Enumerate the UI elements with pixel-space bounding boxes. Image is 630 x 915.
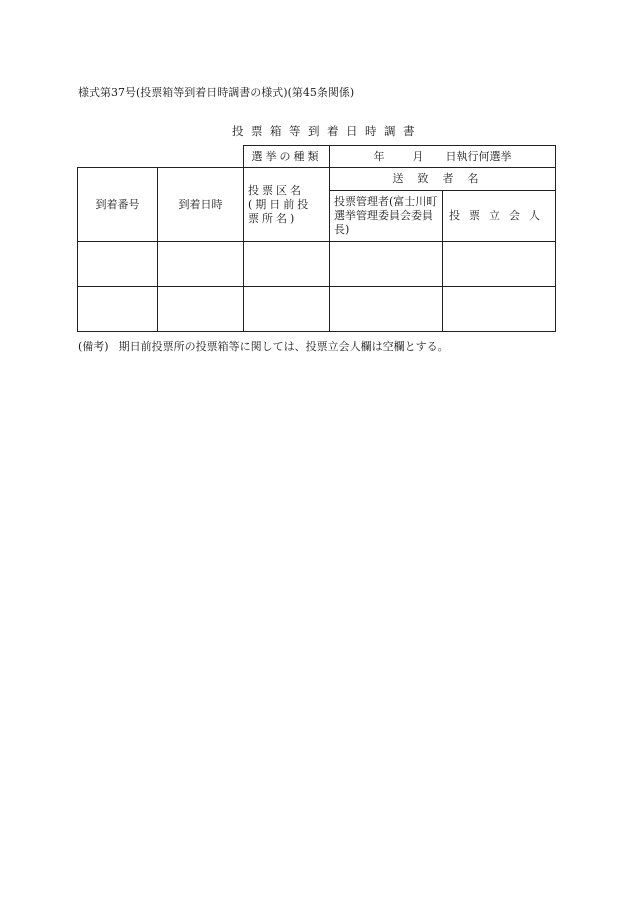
election-month-label: 月 bbox=[412, 149, 424, 163]
election-day-label: 日執行何選挙 bbox=[445, 149, 512, 163]
remark-text: 期日前投票所の投票箱等に関しては、投票立会人欄は空欄とする。 bbox=[118, 340, 449, 353]
table-row bbox=[78, 287, 556, 332]
cell-arrival-no[interactable] bbox=[78, 242, 158, 287]
election-type-value bbox=[330, 146, 556, 168]
arrival-record-table bbox=[77, 145, 556, 332]
header-witness: 投票立会人 bbox=[443, 191, 556, 242]
election-type-label: 選挙の種類 bbox=[244, 146, 330, 168]
cell-arrival-datetime[interactable] bbox=[158, 242, 244, 287]
table-blank-corner bbox=[78, 146, 244, 168]
form-number-label: 様式第37号(投票箱等到着日時調書の様式)(第45条関係) bbox=[78, 86, 355, 99]
election-year-label: 年 bbox=[373, 149, 385, 163]
cell-manager[interactable] bbox=[330, 287, 443, 332]
cell-witness[interactable] bbox=[443, 287, 556, 332]
document-title: 投票箱等到着日時調書 bbox=[232, 124, 422, 138]
header-arrival-datetime: 到着日時 bbox=[158, 168, 244, 242]
cell-manager[interactable] bbox=[330, 242, 443, 287]
remark-label: (備考) bbox=[78, 340, 109, 353]
header-arrival-no: 到着番号 bbox=[78, 168, 158, 242]
header-sender: 送致者名 bbox=[330, 168, 556, 191]
cell-district[interactable] bbox=[244, 287, 330, 332]
header-manager: 投票管理者(富士川町選挙管理委員会委員長) bbox=[330, 191, 443, 242]
cell-district[interactable] bbox=[244, 242, 330, 287]
remark-note bbox=[78, 338, 449, 354]
table-row bbox=[78, 242, 556, 287]
cell-witness[interactable] bbox=[443, 242, 556, 287]
cell-arrival-no[interactable] bbox=[78, 287, 158, 332]
header-district: 投票区名(期日前投票所名) bbox=[244, 168, 330, 242]
cell-arrival-datetime[interactable] bbox=[158, 287, 244, 332]
